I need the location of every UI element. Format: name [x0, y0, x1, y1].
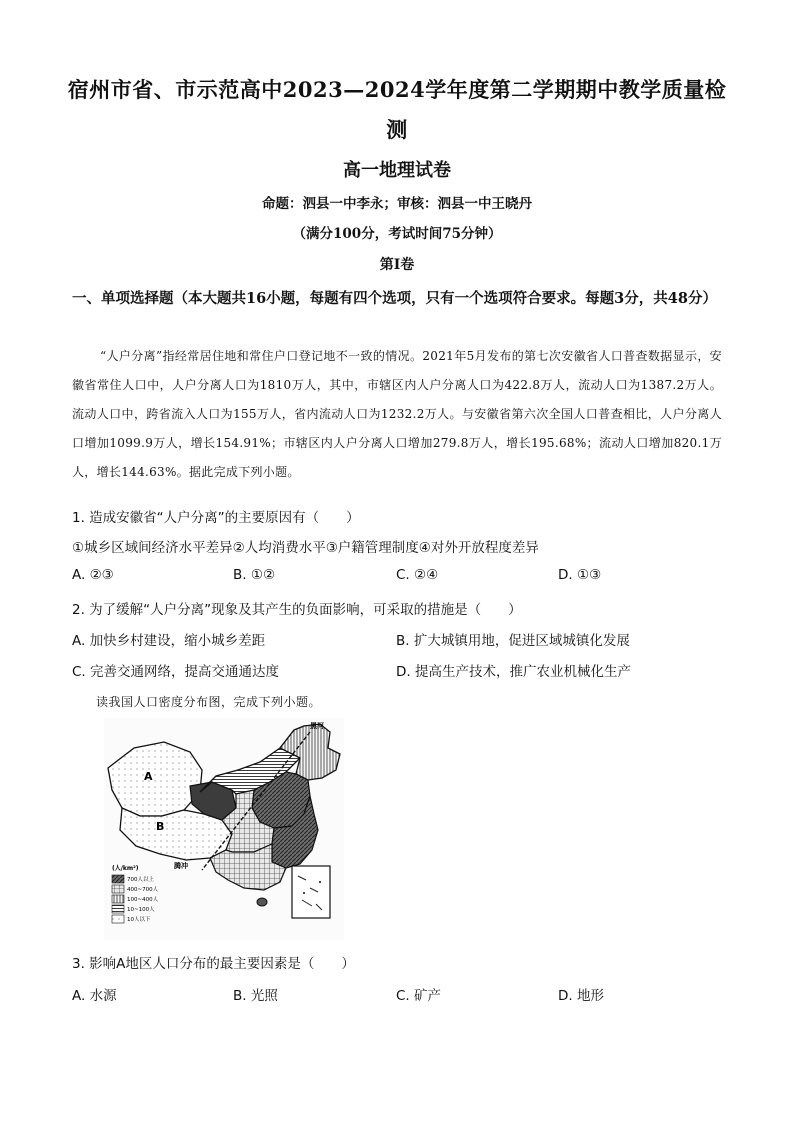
- passage-text: “人户分离”指经常居住地和常住户口登记地不一致的情况。2021年5月发布的第七次安徽省人口普查数据显示，安徽省常住人口中，人户分离人口为1810万人，其中，市辖区内人户分离人口为422.8万人，流动人口为1387.2万人。流动人口中，跨省流入人口为155万人，省内流动人口为1232.2万人。与安徽省第六次全国人口普查相比，人户分离人口增加1099.9万人，增长154.91%；市辖区内人户分离人口增加279.8万人，增长195.68%；流动人口增加820.1万人，增长144.63%。据此完成下列小题。: [72, 349, 722, 479]
- island-hainan: [257, 898, 267, 906]
- question-1-option-a: A. ②③: [72, 567, 114, 583]
- legend-label-3: 100~400人: [127, 897, 159, 903]
- question-3-option-a: A. 水源: [72, 988, 117, 1004]
- question-1-option-b: B. ①②: [233, 567, 276, 583]
- legend-title: (人/km²): [112, 865, 139, 872]
- legend-swatch-4: [112, 905, 124, 913]
- exam-subtitle: 高一地理试卷: [343, 160, 451, 181]
- legend-swatch-2: [112, 885, 124, 893]
- question-2-option-a: A. 加快乡村建设，缩小城乡差距: [72, 633, 266, 649]
- population-density-map: [104, 718, 344, 940]
- question-1-statements: ①城乡区域间经济水平差异②人均消费水平③户籍管理制度④对外开放程度差异: [72, 540, 539, 556]
- legend-swatch-1: [112, 875, 124, 883]
- legend-label-2: 400~700人: [127, 887, 159, 893]
- label-a: A: [144, 770, 153, 783]
- question-2-option-d: D. 提高生产技术，推广农业机械化生产: [396, 664, 631, 680]
- question-2-stem: 2. 为了缓解“人户分离”现象及其产生的负面影响，可采取的措施是（ ）: [72, 602, 522, 618]
- label-heihe: 黑河: [310, 722, 324, 730]
- legend-swatch-3: [112, 895, 124, 903]
- question-2-option-b: B. 扩大城镇用地，促进区域城镇化发展: [396, 633, 630, 649]
- question-1-option-c: C. ②④: [396, 567, 439, 583]
- question-3-option-c: C. 矿产: [396, 988, 442, 1004]
- legend-label-5: 10人以下: [127, 917, 151, 923]
- question-2-option-c: C. 完善交通网络，提高交通通达度: [72, 664, 280, 680]
- volume-label: 第Ⅰ卷: [379, 257, 415, 273]
- question-3-option-b: B. 光照: [233, 988, 278, 1004]
- section-heading: 一、单项选择题（本大题共16小题，每题有四个选项，只有一个选项符合要求。每题3分，共48分）: [72, 290, 717, 307]
- legend-label-4: 10~100人: [127, 907, 155, 913]
- score-note: （满分100分，考试时间75分钟）: [292, 226, 502, 242]
- south-china-sea-inset: [292, 866, 330, 918]
- question-1-option-d: D. ①③: [558, 567, 602, 583]
- map-caption: 读我国人口密度分布图，完成下列小题。: [96, 695, 322, 709]
- question-3-option-d: D. 地形: [558, 988, 604, 1004]
- legend-label-1: 700人以上: [127, 877, 154, 883]
- question-1-stem: 1. 造成安徽省“人户分离”的主要原因有（ ）: [72, 510, 360, 526]
- exam-byline: 命题：泗县一中李永；审核：泗县一中王晓丹: [262, 196, 532, 212]
- label-tengchong: 腾冲: [174, 862, 188, 870]
- question-3-stem: 3. 影响A地区人口分布的最主要因素是（ ）: [72, 956, 355, 972]
- legend-swatch-5: [112, 915, 124, 923]
- label-b: B: [156, 820, 165, 833]
- exam-title: 宿州市省、市示范高中2023—2024学年度第二学期期中教学质量检测: [67, 77, 727, 142]
